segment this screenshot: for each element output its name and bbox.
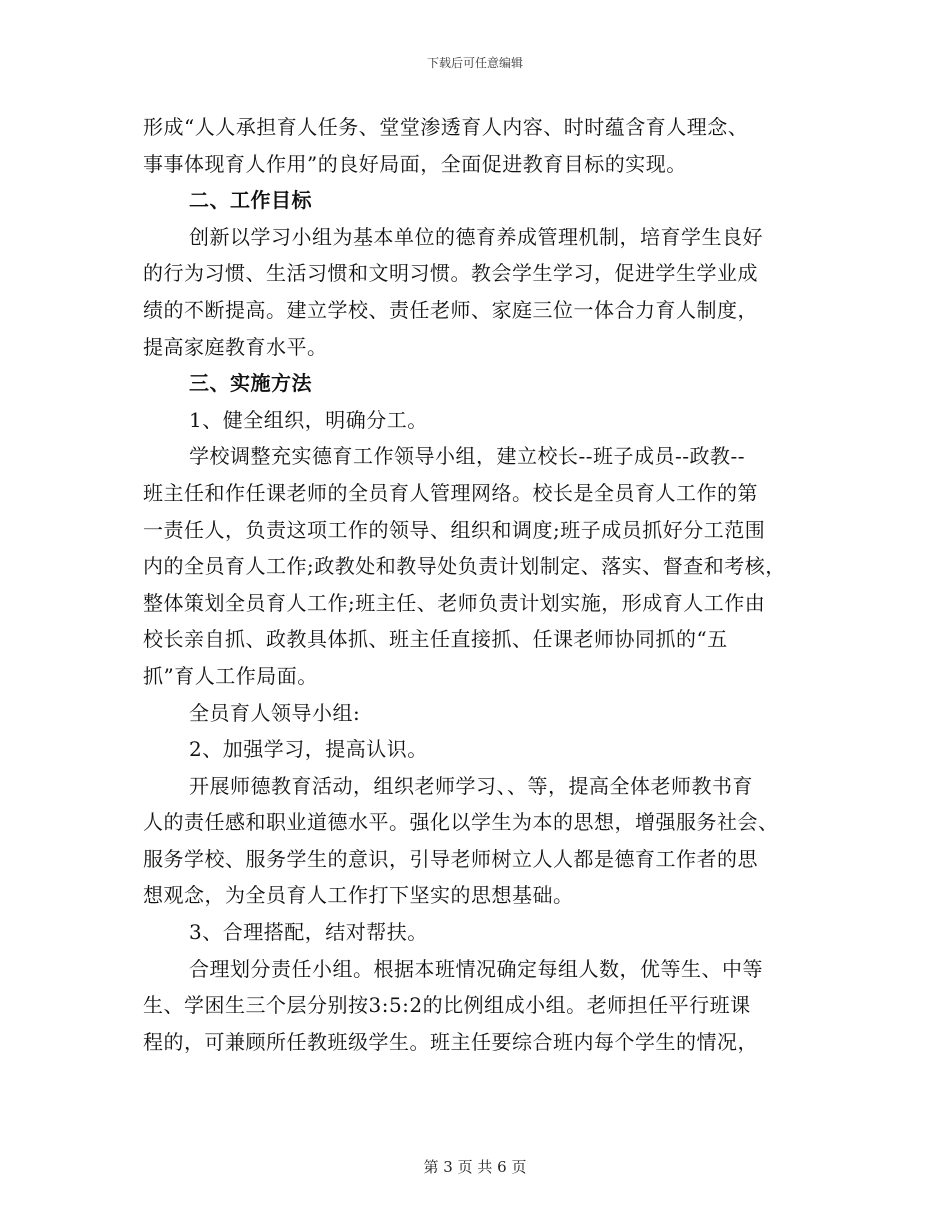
text-line: 内的全员育人工作;政教处和教导处负责计划制定、落实、督查和考核， xyxy=(143,554,786,579)
text-line: 班主任和作任课老师的全员育人管理网络。校长是全员育人工作的第 xyxy=(143,480,758,505)
text-line: 想观念，为全员育人工作打下坚实的思想基础。 xyxy=(143,883,574,908)
text-line: 学校调整充实德育工作领导小组，建立校长--班子成员--政教-- xyxy=(189,444,746,469)
subsection-heading: 3、合理搭配，结对帮扶。 xyxy=(189,920,428,945)
section-heading: 三、实施方法 xyxy=(189,371,312,396)
text-line: 的行为习惯、生活习惯和文明习惯。教会学生学习，促进学生学业成 xyxy=(143,261,758,286)
text-line: 提高家庭教育水平。 xyxy=(143,334,328,359)
section-heading: 二、工作目标 xyxy=(189,188,312,213)
document-body xyxy=(143,109,833,1060)
text-line: 服务学校、服务学生的意识，引导老师树立人人都是德育工作者的思 xyxy=(143,846,758,871)
text-line: 抓”育人工作局面。 xyxy=(143,663,318,688)
text-line: 生、学困生三个层分别按3:5:2的比例组成小组。老师担任平行班课 xyxy=(143,993,751,1018)
text-line: 创新以学习小组为基本单位的德育养成管理机制，培育学生良好 xyxy=(189,224,763,249)
text-line: 开展师德教育活动，组织老师学习、、等，提高全体老师教书育 xyxy=(189,773,753,798)
page-header: 下载后可任意编辑 xyxy=(426,56,523,70)
subsection-heading: 2、加强学习，提高认识。 xyxy=(189,737,428,762)
text-line: 全员育人领导小组: xyxy=(189,700,361,725)
text-line: 人的责任感和职业道德水平。强化以学生为本的思想，增强服务社会、 xyxy=(143,810,779,835)
text-line: 一责任人，负责这项工作的领导、组织和调度;班子成员抓好分工范围 xyxy=(143,517,766,542)
text-line: 校长亲自抓、政教具体抓、班主任直接抓、任课老师协同抓的“五 xyxy=(143,627,728,652)
subsection-heading: 1、健全组织，明确分工。 xyxy=(189,407,428,432)
text-line: 合理划分责任小组。根据本班情况确定每组人数，优等生、中等 xyxy=(189,956,763,981)
page-footer: 第 3 页 共 6 页 xyxy=(423,1158,527,1176)
text-line: 事事体现育人作用”的良好局面，全面促进教育目标的实现。 xyxy=(143,151,687,176)
text-line: 形成“人人承担育人任务、堂堂渗透育人内容、时时蕴含育人理念、 xyxy=(143,115,749,139)
text-line: 绩的不断提高。建立学校、责任老师、家庭三位一体合力育人制度， xyxy=(143,297,758,322)
text-line: 程的，可兼顾所任教班级学生。班主任要综合班内每个学生的情况， xyxy=(143,1029,758,1054)
text-line: 整体策划全员育人工作;班主任、老师负责计划实施，形成育人工作由 xyxy=(143,590,766,615)
